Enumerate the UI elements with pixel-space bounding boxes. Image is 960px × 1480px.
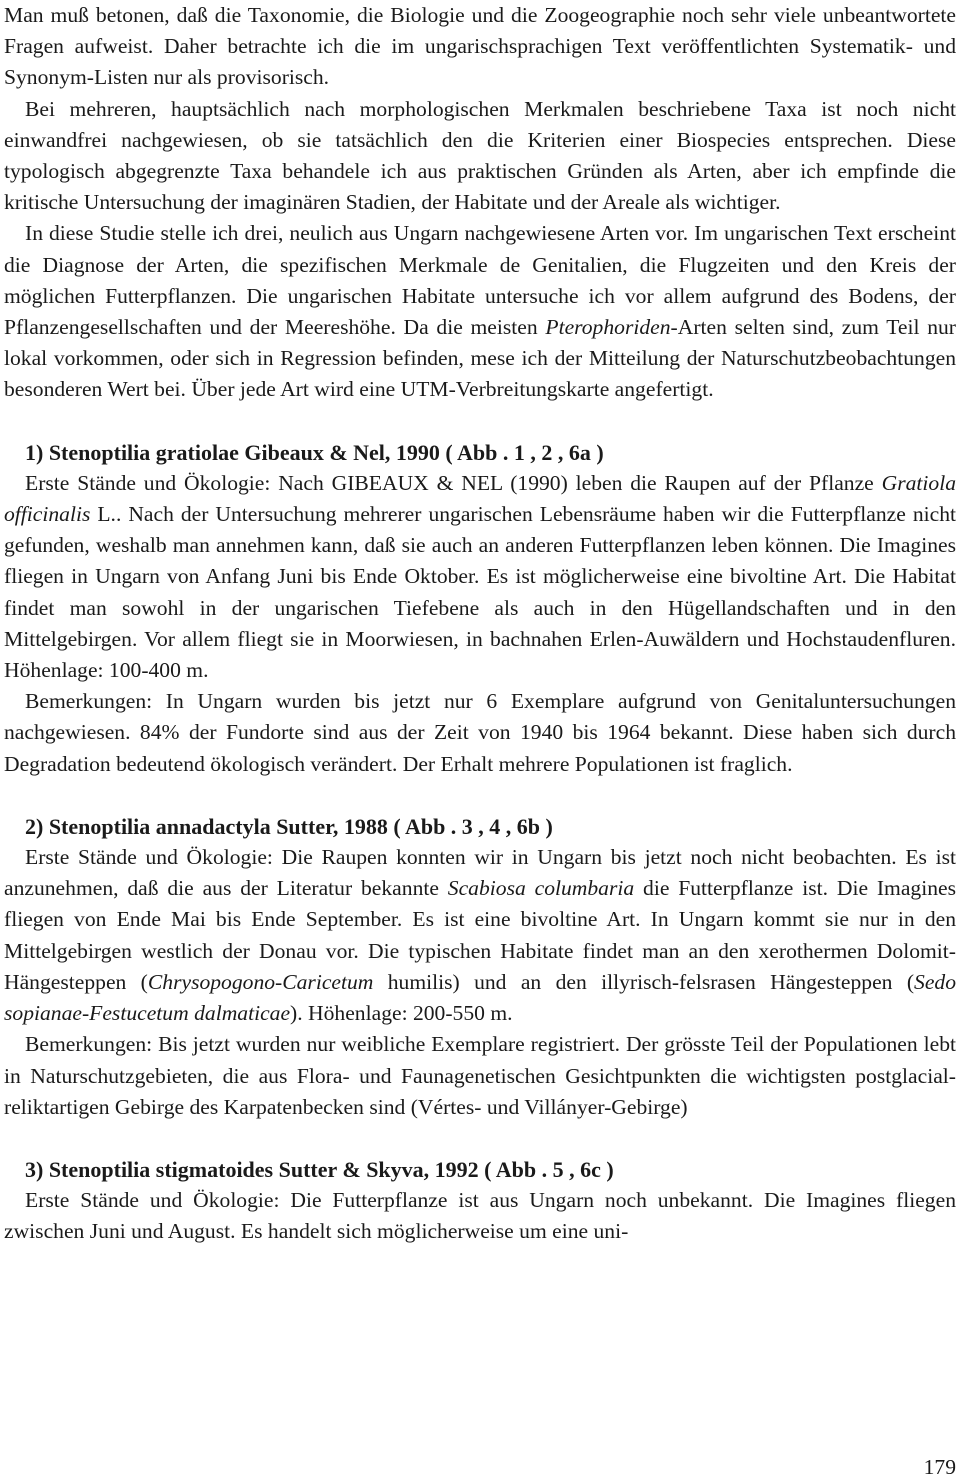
taxon-italic: Scabiosa columbaria bbox=[447, 876, 635, 901]
species-1-paragraph-1: Erste Stände und Ökologie: Nach GIBEAUX & NEL (1990) leben die Raupen auf der Pflanze Gratiola officinalis L.. Nach der Untersuchung mehrerer ungarischen Lebensräume haben wir die Futterpflanze nicht gefunden, weshalb man annehmen kann, daß sie auch an anderen Futterpflanzen leben können. Die Imagines fliegen in Ungarn von Anfang Juni bis Ende Oktober. Es ist möglicherweise eine bivoltine Art. Die Habitat findet man sowohl in der ungarischen Tiefebene als auch in den Hügellandschaften und in den Mittelgebirgen. Vor allem fliegt sie in Moorwiesen, in bachnahen Erlen-Auwäldern und Hochstaudenfluren. Höhenlage: 100-400 m. bbox=[4, 470, 956, 683]
page-number: 179 bbox=[923, 1455, 956, 1479]
species-3-heading: 3) Stenoptilia stigmatoides Sutter & Skyva, 1992 ( Abb . 5 , 6c ) bbox=[25, 1156, 614, 1182]
section-gap bbox=[4, 1123, 956, 1154]
intro-paragraph-1: Man muß betonen, daß die Taxonomie, die Biologie und die Zoogeographie noch sehr viele unbeantwortete Fragen aufweist. Daher betrachte ich die im ungarischsprachigen Text veröffentlichten Systematik- und Synonym-Listen nur als provisorisch. bbox=[4, 3, 956, 90]
intro-paragraph-2: Bei mehreren, hauptsächlich nach morphologischen Merkmalen beschriebene Taxa ist noch nicht einwandfrei nachgewiesen, ob sie tatsächlich den die Kriterien einer Biospecies entsprechen. Diese typologisch abgegrenzte Taxa behandele ich aus praktischen Gründen als Arten, aber ich empfinde die kritische Untersuchung der imaginären Stadien, der Habitate und der Areale als wichtiger. bbox=[4, 96, 956, 215]
taxon-italic: Gratiola officinalis bbox=[4, 470, 956, 527]
species-1-heading: 1) Stenoptilia gratiolae Gibeaux & Nel, 1990 ( Abb . 1 , 2 , 6a ) bbox=[25, 439, 604, 465]
species-2-paragraph-1: Erste Stände und Ökologie: Die Raupen konnten wir in Ungarn bis jetzt noch nicht beobachten. Es ist anzunehmen, daß die aus der Literatur bekannte Scabiosa columbaria die Futterpflanze ist. Die Imagines fliegen von Ende Mai bis Ende September. Es ist eine bivoltine Art. In Ungarn kommt sie nur in den Mittelgebirgen westlich der Donau vor. Die typischen Habitate findet man an den xerothermen Dolomit-Hängesteppen (Chrysopogono-Caricetum humilis) und an den illyrisch-felsrasen Hängesteppen (Sedo sopianae-Festucetum dalmaticae). Höhenlage: 200-550 m. bbox=[4, 845, 957, 1026]
taxon-italic: Sedo sopianae-Festucetum dalmaticae bbox=[4, 969, 956, 1026]
species-3-paragraph-1: Erste Stände und Ökologie: Die Futterpflanze ist aus Ungarn noch unbekannt. Die Imagines fliegen zwischen Juni und August. Es handelt sich möglicherweise um eine uni- bbox=[4, 1188, 956, 1244]
taxon-italic: Pterophoriden bbox=[545, 315, 671, 340]
intro-paragraph-3: In diese Studie stelle ich drei, neulich aus Ungarn nachgewiesene Arten vor. Im ungarischen Text erscheint die Diagnose der Arten, die spezifischen Merkmale de Genitalien, die Flugzeiten und den Kreis der möglichen Futterpflanzen. Die ungarischen Habitate untersuche ich vor allem aufgrund des Bodens, der Pflanzengesellschaften und der Meereshöhe. Da die meisten Pterophoriden-Arten selten sind, zum Teil nur lokal vorkommen, oder sich in Regression befinden, mese ich der Mitteilung der Naturschutzbeobachtungen besonderen Wert bei. Über jede Art wird eine UTM-Verbreitungskarte angefertigt. bbox=[4, 221, 956, 402]
section-gap bbox=[4, 406, 956, 437]
species-2-paragraph-2: Bemerkungen: Bis jetzt wurden nur weibliche Exemplare registriert. Der grösste Teil der Populationen lebt in Naturschutzgebieten, die aus Flora- und Faunagenetischen Gesichtpunkten die wichtigsten postglacial-reliktartigen Gebirge des Karpatenbecken sind (Vértes- und Villányer-Gebirge) bbox=[4, 1032, 956, 1119]
species-1-paragraph-2: Bemerkungen: In Ungarn wurden bis jetzt nur 6 Exemplare aufgrund von Genitaluntersuchungen nachgewiesen. 84% der Fundorte sind aus der Zeit von 1940 bis 1964 bekannt. Diese haben sich durch Degradation bedeutend ökologisch verändert. Der Erhalt mehrere Populationen ist fraglich. bbox=[4, 689, 956, 776]
taxon-italic: Chrysopogono-Caricetum bbox=[147, 969, 374, 994]
species-2-heading: 2) Stenoptilia annadactyla Sutter, 1988 ( Abb . 3 , 4 , 6b ) bbox=[25, 813, 553, 839]
page-body bbox=[4, 0, 956, 1248]
section-gap bbox=[4, 780, 956, 811]
